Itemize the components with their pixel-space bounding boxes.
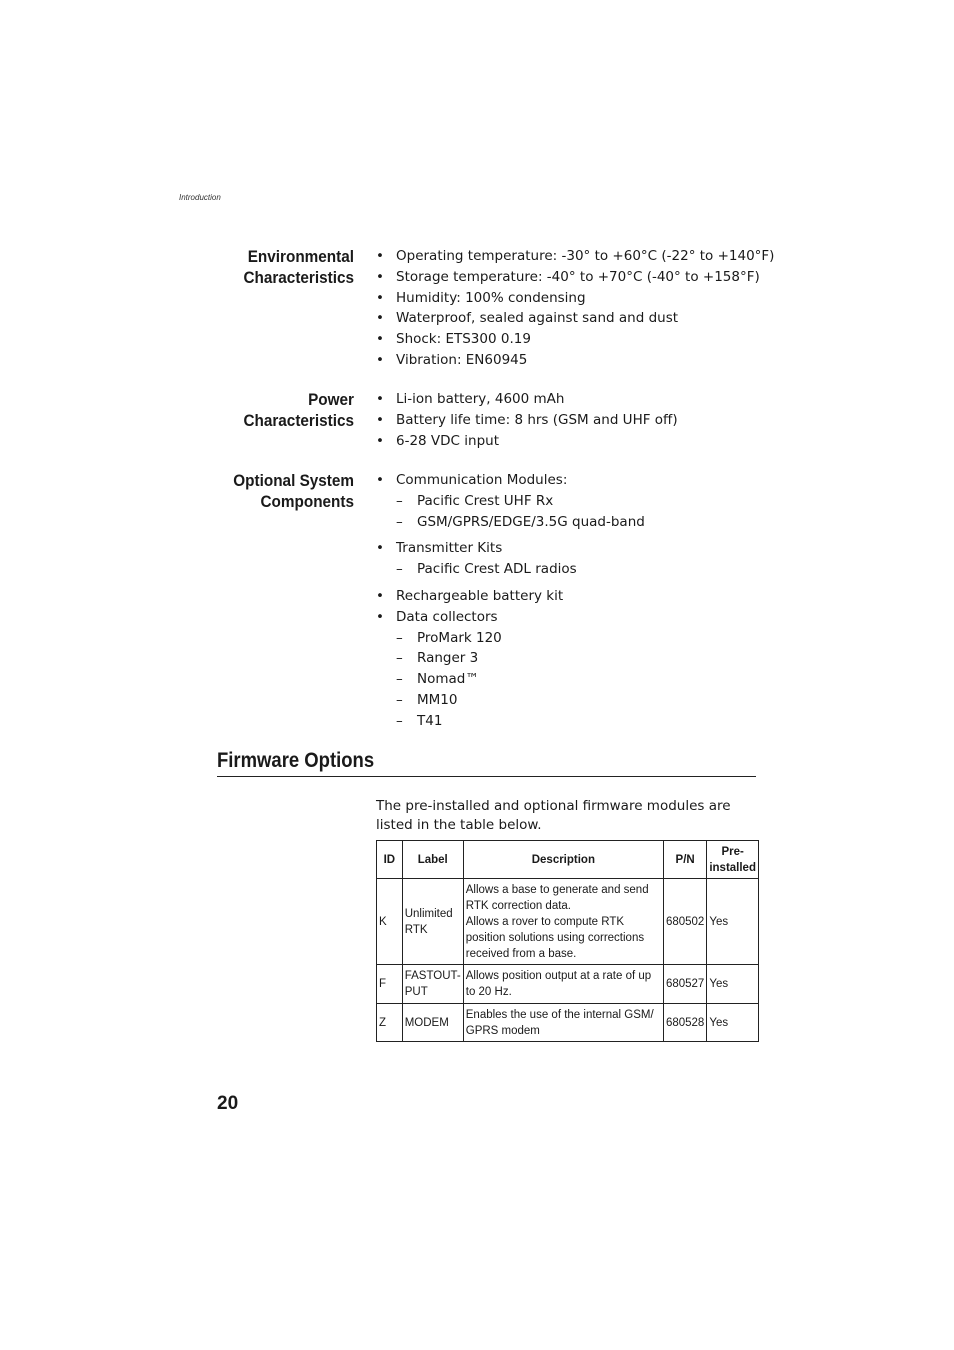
bullet-glyph: • bbox=[376, 351, 384, 368]
list-item bbox=[376, 329, 774, 350]
list-item bbox=[376, 308, 774, 329]
list-item bbox=[376, 431, 678, 452]
list-item bbox=[376, 470, 645, 532]
cell-id: K bbox=[377, 879, 403, 965]
bullet-list bbox=[376, 470, 645, 732]
list-item bbox=[376, 350, 774, 371]
page-number: 20 bbox=[217, 1093, 239, 1114]
list-item-text: 6-28 VDC input bbox=[396, 432, 500, 449]
cell-description bbox=[463, 879, 663, 965]
list-item-text: Li-ion battery, 4600 mAh bbox=[396, 391, 565, 407]
list-item-text: Data collectors bbox=[396, 608, 498, 625]
table-row bbox=[377, 879, 759, 965]
cell-id: F bbox=[377, 965, 403, 1004]
sub-list-item bbox=[396, 669, 645, 690]
list-item-text: Operating temperature: -30° to +60°C (-22° to +140°F) bbox=[396, 248, 775, 264]
sub-list-item bbox=[396, 690, 645, 711]
description-line: Allows a rover to compute RTK position solutions using corrections received from a base. bbox=[465, 915, 645, 960]
list-item-text: Waterproof, sealed against sand and dust bbox=[396, 310, 679, 327]
description-line: Allows a base to generate and send RTK correction data. bbox=[465, 883, 649, 912]
sub-list bbox=[396, 628, 645, 732]
list-item bbox=[376, 389, 678, 410]
section-title: Optional System Components bbox=[233, 471, 354, 511]
description-line: Enables the use of the internal GSM/ GPRS modem bbox=[465, 1008, 654, 1037]
cell-description bbox=[463, 965, 663, 1004]
sub-list-item-text: ProMark 120 bbox=[417, 629, 502, 646]
dash-glyph: – bbox=[396, 712, 403, 729]
sub-list-item bbox=[396, 711, 645, 732]
bullet-glyph: • bbox=[376, 411, 384, 428]
sub-list bbox=[396, 559, 645, 580]
list-item-text: Rechargeable battery kit bbox=[396, 587, 564, 604]
bullet-glyph: • bbox=[376, 472, 384, 488]
sub-list-item-text: Pacific Crest ADL radios bbox=[417, 561, 577, 578]
bullet-glyph: • bbox=[376, 432, 384, 449]
bullet-glyph: • bbox=[376, 391, 384, 407]
list-item-text: Vibration: EN60945 bbox=[396, 351, 528, 368]
cell-preinstalled: Yes bbox=[707, 965, 759, 1004]
sub-list-item-text: Pacific Crest UHF Rx bbox=[417, 492, 554, 509]
section-title: Environmental Characteristics bbox=[243, 247, 354, 287]
dash-glyph: – bbox=[396, 671, 403, 688]
bullet-glyph: • bbox=[376, 248, 384, 264]
list-item bbox=[376, 288, 774, 309]
bullet-glyph: • bbox=[376, 331, 384, 348]
cell-pn: 680528 bbox=[663, 1004, 706, 1042]
bullet-glyph: • bbox=[376, 540, 384, 557]
cell-preinstalled: Yes bbox=[707, 879, 759, 965]
col-header-label: Label bbox=[402, 841, 463, 879]
bullet-glyph: • bbox=[376, 268, 384, 285]
list-item bbox=[376, 538, 645, 580]
sub-list-item bbox=[396, 512, 645, 533]
bullet-list bbox=[376, 246, 774, 371]
cell-label: Unlimited RTK bbox=[402, 879, 463, 965]
sub-list-item-text: Nomad™ bbox=[417, 671, 479, 688]
heading-rule bbox=[217, 776, 756, 777]
cell-pn: 680502 bbox=[663, 879, 706, 965]
col-header-preinstalled: Pre- installed bbox=[707, 841, 759, 879]
section-title: Power Characteristics bbox=[243, 390, 354, 430]
cell-pn: 680527 bbox=[663, 965, 706, 1004]
list-item bbox=[376, 607, 645, 732]
list-item-text: Humidity: 100% condensing bbox=[396, 289, 586, 306]
list-item bbox=[376, 586, 645, 607]
cell-label: FASTOUT-PUT bbox=[402, 965, 463, 1004]
sub-list-item bbox=[396, 648, 645, 669]
sub-list-item-text: MM10 bbox=[417, 691, 458, 708]
sub-list-item-text: T41 bbox=[417, 712, 443, 729]
bullet-list bbox=[376, 389, 678, 451]
firmware-intro: The pre-installed and optional firmware modules are listed in the table below. bbox=[376, 798, 731, 833]
dash-glyph: – bbox=[396, 691, 403, 708]
sub-list-item-text: GSM/GPRS/EDGE/3.5G quad-band bbox=[417, 513, 645, 530]
bullet-glyph: • bbox=[376, 289, 384, 306]
dash-glyph: – bbox=[396, 561, 403, 578]
sub-list-item bbox=[396, 559, 645, 580]
dash-glyph: – bbox=[396, 492, 403, 509]
sub-list-item bbox=[396, 628, 645, 649]
cell-label: MODEM bbox=[402, 1004, 463, 1042]
list-item-text: Storage temperature: -40° to +70°C (-40° to +158°F) bbox=[396, 268, 760, 285]
table-header-row bbox=[377, 841, 759, 879]
cell-preinstalled: Yes bbox=[707, 1004, 759, 1042]
cell-description bbox=[463, 1004, 663, 1042]
bullet-glyph: • bbox=[376, 587, 384, 604]
sub-list-item bbox=[396, 491, 645, 512]
description-line: Allows position output at a rate of up to 20 Hz. bbox=[465, 970, 652, 998]
col-header-id: ID bbox=[377, 841, 403, 879]
sub-list bbox=[396, 491, 645, 533]
firmware-heading: Firmware Options bbox=[217, 749, 375, 772]
list-item bbox=[376, 246, 774, 267]
list-item-text: Shock: ETS300 0.19 bbox=[396, 331, 531, 348]
firmware-table bbox=[376, 840, 759, 1042]
bullet-glyph: • bbox=[376, 608, 384, 625]
bullet-glyph: • bbox=[376, 310, 384, 327]
col-header-pn: P/N bbox=[663, 841, 706, 879]
table-row bbox=[377, 1004, 759, 1042]
running-head: Introduction bbox=[179, 193, 221, 202]
list-item bbox=[376, 267, 774, 288]
list-item-text: Communication Modules: bbox=[396, 472, 568, 488]
dash-glyph: – bbox=[396, 513, 403, 530]
table-row bbox=[377, 965, 759, 1004]
col-header-description: Description bbox=[463, 841, 663, 879]
list-item-text: Battery life time: 8 hrs (GSM and UHF off) bbox=[396, 411, 678, 428]
dash-glyph: – bbox=[396, 650, 403, 667]
list-item-text: Transmitter Kits bbox=[396, 540, 503, 557]
cell-id: Z bbox=[377, 1004, 403, 1042]
sub-list-item-text: Ranger 3 bbox=[417, 650, 479, 667]
dash-glyph: – bbox=[396, 629, 403, 646]
list-item bbox=[376, 410, 678, 431]
